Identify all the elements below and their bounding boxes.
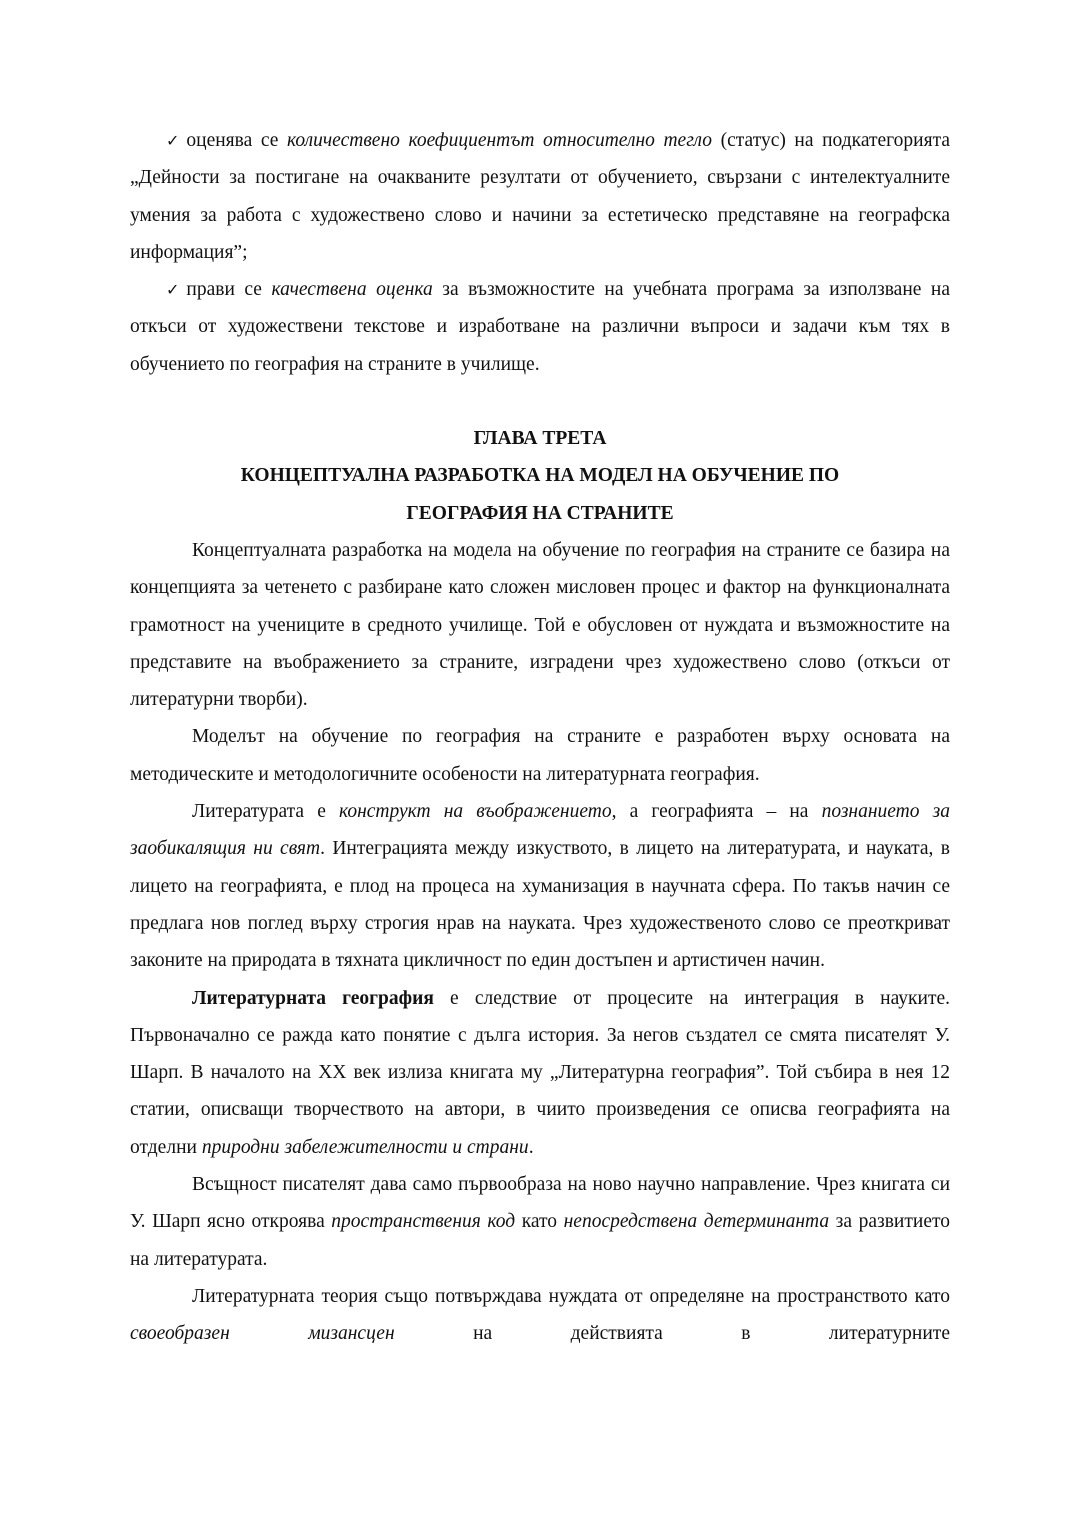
paragraph: Моделът на обучение по география на страните е разработен върху основата на методическите и методологичните особености на литературната география. (130, 726, 950, 785)
check-mark-icon: ✓ (166, 280, 180, 300)
bullet-item: ✓ оценява се количествено коефициентът относително тегло (статус) на подкатегорията „Дейности за постигане на очакваните резултати от обучението, свързани с интелектуалните умения за работа с художествено слово и начини за естетическо представяне на географска информация”; (130, 122, 950, 271)
bullet-list (130, 122, 950, 383)
paragraph: Литературната география е следствие от процесите на интеграция в науките. Първоначално се ражда като понятие с дълга история. За негов създател се смята писателят У. Шарп. В началото на ХХ век излиза книгата му „Литературна география”. Той събира в нея 12 статии, описващи творчеството на автори, в чиито произведения се описва географията на отделни природни забележителности и страни. (130, 987, 950, 1158)
paragraph: Литературната теория също потвърждава нуждата от определяне на пространството като своеобразен мизансцен на действията в литературните (130, 1285, 950, 1345)
paragraph: Литературата е конструкт на въображението, а географията – на познанието за заобикалящия ни свят. Интеграцията между изкуството, в лицето на литературата, и науката, в лицето на географията, е плод на процеса на хуманизация в научната сфера. По такъв начин се предлага нов поглед върху строгия нрав на науката. Чрез художественото слово се преоткриват законите на природата в тяхната цикличност по един достъпен и артистичен начин. (130, 801, 950, 972)
chapter-body (130, 532, 950, 1353)
bullet-item: ✓ прави се качествена оценка за възможностите на учебната програма за използване на откъси от художествени текстове и изработване на различни въпроси и задачи към тях в обучението по география на страните в училище. (130, 271, 950, 383)
document-page (130, 122, 950, 1353)
emphasis: качествена оценка (271, 279, 433, 301)
chapter-label: ГЛАВА ТРЕТА (473, 428, 607, 450)
chapter-title-line2: ГЕОГРАФИЯ НА СТРАНИТЕ (406, 502, 674, 524)
check-mark-icon: ✓ (166, 131, 180, 150)
paragraph: Концептуалната разработка на модела на обучение по география на страните се базира на концепцията за четенето с разбиране като сложен мисловен процес и фактор на функционалната грамотност на учениците в средното училище. Той е обусловен от нуждата и възможностите на представите на въображението за страните, изградени чрез художествено слово (откъси от литературни творби). (130, 539, 950, 711)
chapter-title-line1: КОНЦЕПТУАЛНА РАЗРАБОТКА НА МОДЕЛ НА ОБУЧЕНИЕ ПО (240, 465, 840, 487)
paragraph: Всъщност писателят дава само първообраза на ново научно направление. Чрез книгата си У. Шарп ясно откроява пространствения код като непосредствена детерминанта за развитието на литературата. (130, 1174, 950, 1270)
chapter-heading (130, 420, 950, 532)
emphasis: количествено коефициентът относително тегло (286, 130, 713, 151)
